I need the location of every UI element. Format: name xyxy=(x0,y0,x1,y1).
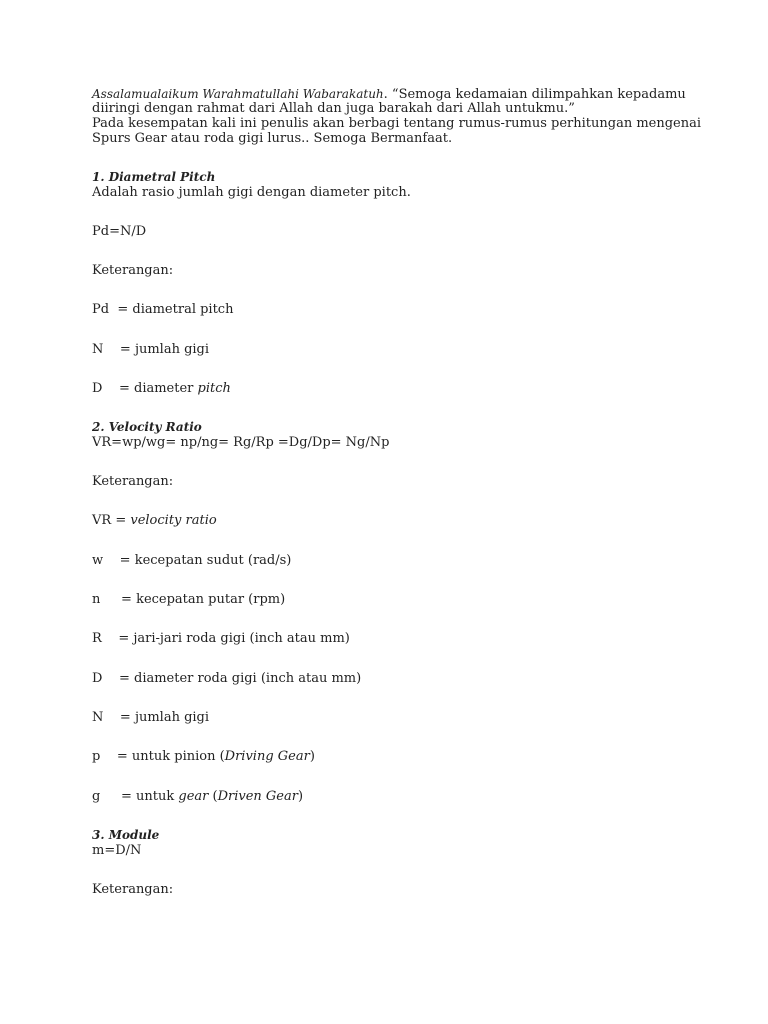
definition-term: Pd xyxy=(92,302,110,317)
definition-n-teeth xyxy=(92,710,209,725)
definition-text: diametral pitch xyxy=(132,302,234,317)
intro-line-1 xyxy=(92,87,686,102)
section-1-keterangan: Keterangan: xyxy=(92,263,174,278)
definition-italic-2: Driven Gear xyxy=(217,789,298,804)
intro-line-2: diiringi dengan rahmat dari Allah dan juga barakah dari Allah untukmu.” xyxy=(92,101,575,116)
definition-italic: Driving Gear xyxy=(224,749,310,764)
definition-text: jumlah gigi xyxy=(134,342,210,357)
section-3-keterangan: Keterangan: xyxy=(92,882,174,897)
definition-text: untuk pinion ( xyxy=(131,749,225,764)
definition-after-2: ) xyxy=(297,789,304,804)
definition-d xyxy=(92,381,231,396)
definition-text: diameter xyxy=(134,381,198,396)
definition-pd xyxy=(92,302,233,317)
greeting-text: Assalamualaikum Warahmatullahi Wabarakatuh xyxy=(92,87,384,101)
definition-term: N xyxy=(92,710,104,725)
definition-after: ( xyxy=(208,789,218,804)
section-2-keterangan: Keterangan: xyxy=(92,474,174,489)
intro-line-1-rest: “Semoga kedamaian dilimpahkan kepadamu xyxy=(391,87,686,102)
definition-after: ) xyxy=(309,749,315,764)
definition-vr xyxy=(92,513,217,528)
definition-text: jumlah gigi xyxy=(134,710,210,725)
definition-term: N xyxy=(92,342,104,357)
section-1-heading: 1. Diametral Pitch xyxy=(92,170,216,184)
definition-sep: = xyxy=(111,513,131,528)
definition-n xyxy=(92,342,209,357)
intro-line-3: Pada kesempatan kali ini penulis akan berbagi tentang rumus-rumus perhitungan mengenai xyxy=(92,116,702,131)
section-2-formula: VR=wp/wg= np/ng= Rg/Rp =Dg/Dp= Ng/Np xyxy=(92,435,390,450)
section-3-heading: 3. Module xyxy=(92,828,160,842)
definition-text: kecepatan sudut (rad/s) xyxy=(134,553,292,568)
definition-term: VR xyxy=(92,513,112,528)
definition-sep: = xyxy=(100,592,137,607)
definition-r xyxy=(92,631,350,646)
definition-sep: = xyxy=(102,381,134,396)
intro-line-4: Spurs Gear atau roda gigi lurus.. Semoga Bermanfaat. xyxy=(92,131,453,146)
section-2-heading: 2. Velocity Ratio xyxy=(92,420,202,434)
definition-italic: gear xyxy=(178,789,209,804)
definition-text: jari-jari roda gigi (inch atau mm) xyxy=(133,631,350,646)
greeting-period: . xyxy=(383,87,392,102)
definition-term: D xyxy=(92,381,103,396)
definition-term: g xyxy=(92,789,101,804)
definition-term: R xyxy=(92,631,102,646)
section-1-description: Adalah rasio jumlah gigi dengan diameter pitch. xyxy=(92,185,411,200)
definition-sep: = xyxy=(102,671,134,686)
definition-text: diameter roda gigi (inch atau mm) xyxy=(134,671,362,686)
definition-text: kecepatan putar (rpm) xyxy=(136,592,286,607)
definition-text: untuk xyxy=(136,789,179,804)
section-1-formula: Pd=N/D xyxy=(92,224,147,239)
definition-sep: = xyxy=(100,749,132,764)
definition-sep: = xyxy=(101,631,134,646)
definition-italic: pitch xyxy=(197,381,231,396)
definition-sep: = xyxy=(103,553,135,568)
definition-sep: = xyxy=(103,342,135,357)
definition-term: D xyxy=(92,671,103,686)
definition-term: w xyxy=(92,553,104,568)
definition-w xyxy=(92,553,291,568)
definition-n-speed xyxy=(92,592,285,607)
definition-sep: = xyxy=(109,302,133,317)
definition-d-diameter xyxy=(92,671,361,686)
definition-term: n xyxy=(92,592,101,607)
definition-p xyxy=(92,749,315,764)
definition-italic: velocity ratio xyxy=(130,513,217,528)
definition-term: p xyxy=(92,749,101,764)
section-3-formula: m=D/N xyxy=(92,843,142,858)
definition-sep: = xyxy=(103,710,135,725)
definition-sep: = xyxy=(100,789,137,804)
definition-g xyxy=(92,789,303,804)
